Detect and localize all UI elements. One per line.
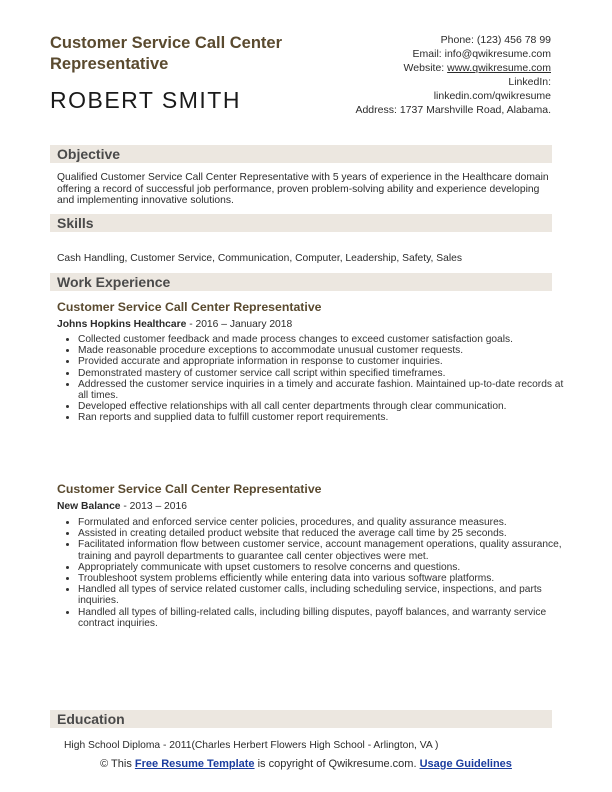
email-line: Email: info@qwikresume.com (412, 48, 551, 60)
job-bullet-list (57, 334, 568, 424)
job-company-line (57, 501, 187, 512)
job-bullet: • Ran reports and supplied data to fulfill customer report requirements. (78, 412, 568, 423)
job-bullet: • Provided accurate and appropriate information in response to customer inquiries. (78, 356, 568, 367)
linkedin-link[interactable]: linkedin.com/qwikresume (433, 90, 551, 102)
job-dates: - 2016 – January 2018 (186, 319, 293, 330)
objective-heading: Objective (50, 145, 552, 163)
address-line: Address: 1737 Marshville Road, Alabama. (355, 104, 551, 116)
job-bullet: • Made reasonable procedure exceptions to accommodate unusual customer requests. (78, 345, 568, 356)
job-bullet: • Facilitated information flow between customer service, account management operations, quality assurance, training and payroll departments to guarantee call center objectives were met. (78, 539, 568, 561)
footer-prefix: © This (100, 758, 135, 770)
job-bullet-list (57, 517, 568, 629)
linkedin-label: LinkedIn: (508, 76, 551, 88)
free-resume-template-link[interactable]: Free Resume Template (134, 758, 255, 770)
job-bullet: • Handled all types of billing-related calls, including billing disputes, payoff balances, and warranty service contract inquiries. (78, 607, 568, 629)
work-experience-heading: Work Experience (50, 273, 552, 291)
job-role: Customer Service Call Center Representative (57, 300, 322, 314)
copyright-footer (50, 758, 562, 771)
job-bullet: • Formulated and enforced service center policies, procedures, and quality assurance measures. (78, 517, 568, 528)
job-company-line (57, 319, 292, 330)
skills-heading: Skills (50, 214, 552, 232)
phone-line: Phone: (123) 456 78 99 (440, 34, 551, 46)
person-name: ROBERT SMITH (50, 87, 241, 113)
job-role: Customer Service Call Center Representative (57, 482, 322, 496)
company-name: Johns Hopkins Healthcare (57, 319, 187, 330)
footer-middle: is copyright of Qwikresume.com. (254, 758, 420, 770)
skills-text: Cash Handling, Customer Service, Communication, Computer, Leadership, Safety, Sales (57, 253, 463, 264)
contact-block (311, 33, 551, 117)
job-dates: - 2013 – 2016 (120, 501, 187, 512)
education-heading: Education (50, 710, 552, 728)
company-name: New Balance (57, 501, 121, 512)
website-label: Website: (403, 62, 445, 74)
job-bullet: • Demonstrated mastery of customer service call script within specified timeframes. (78, 368, 568, 379)
job-bullet: • Collected customer feedback and made process changes to exceed customer satisfaction goals. (78, 334, 568, 345)
website-line (311, 61, 551, 75)
job-bullet: • Addressed the customer service inquiries in a timely and accurate fashion. Maintained up-to-date records at all times. (78, 379, 568, 401)
resume-job-title: Customer Service Call Center Representative (50, 34, 283, 73)
job-bullet: • Developed effective relationships with all call center departments through clear communication. (78, 401, 568, 412)
education-entry: High School Diploma - 2011(Charles Herbert Flowers High School - Arlington, VA ) (64, 740, 439, 751)
job-bullet: • Handled all types of service related customer calls, including scheduling service, inspections, and parts inquiries. (78, 584, 568, 606)
job-bullet: • Appropriately communicate with upset customers to resolve concerns and questions. (78, 562, 568, 573)
objective-text: Qualified Customer Service Call Center Representative with 5 years of experience in the Healthcare domain offering a record of successful job performance, proven problem-solving ability and experience developing and implementing innovative solutions. (57, 172, 549, 206)
job-bullet: • Troubleshoot system problems efficiently while entering data into various software platforms. (78, 573, 568, 584)
job-bullet: • Assisted in creating detailed product website that reduced the average call time by 25 seconds. (78, 528, 568, 539)
website-link[interactable]: www.qwikresume.com (447, 62, 551, 74)
usage-guidelines-link[interactable]: Usage Guidelines (419, 758, 512, 770)
